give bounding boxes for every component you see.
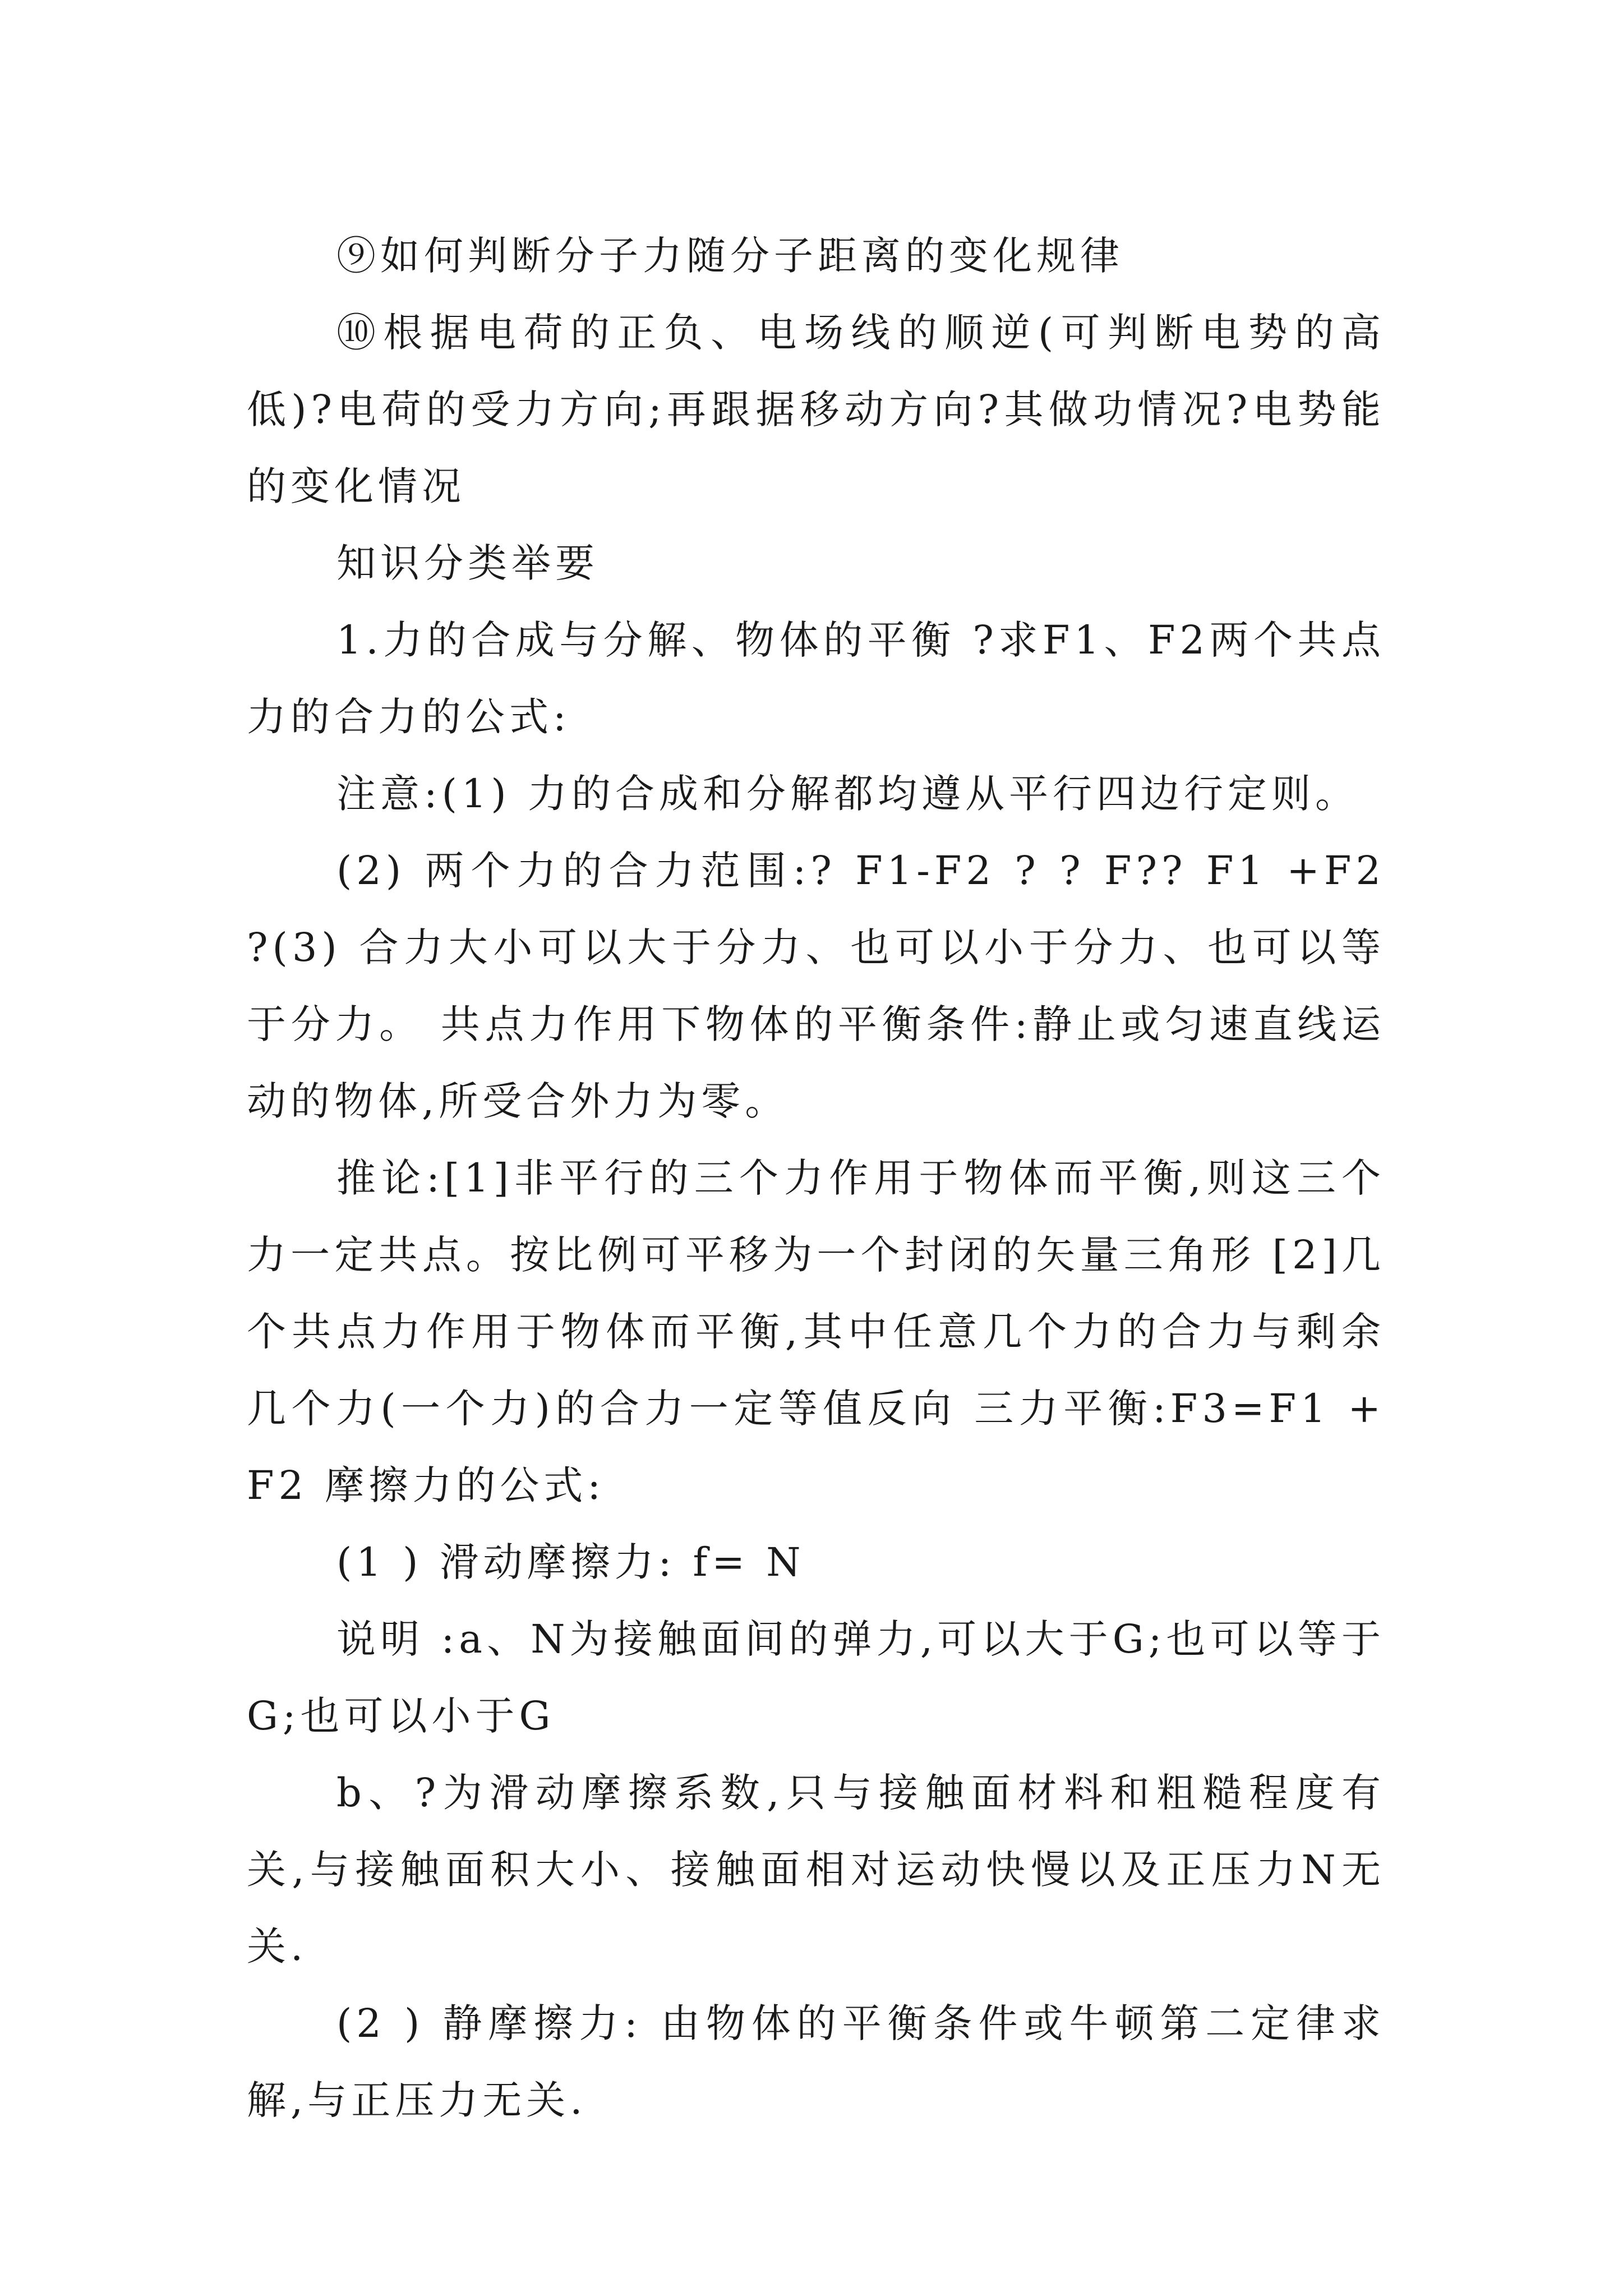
document-body xyxy=(247,218,1385,2139)
paragraph: (2 ) 静摩擦力: 由物体的平衡条件或牛顿第二定律求解,与正压力无关. xyxy=(247,2000,1385,2123)
paragraph: 1.力的合成与分解、物体的平衡 ?求F1、F2两个共点力的合力的公式: xyxy=(247,617,1385,740)
paragraph: b、?为滑动摩擦系数,只与接触面材料和粗糙程度有关,与接触面积大小、接触面相对运动快慢以及正压力N无关. xyxy=(247,1770,1385,1970)
paragraph: 推论:[1]非平行的三个力作用于物体而平衡,则这三个力一定共点。按比例可平移为一个封闭的矢量三角形 [2]几个共点力作用于物体而平衡,其中任意几个力的合力与剩余几个力(一个力)的合力一定等值反向 三力平衡:F3=F1 +F2 摩擦力的公式: xyxy=(247,1155,1385,1508)
paragraph: 注意:(1) 力的合成和分解都均遵从平行四边行定则。 xyxy=(336,771,1359,817)
paragraph: 说明 :a、N为接触面间的弹力,可以大于G;也可以等于G;也可以小于G xyxy=(247,1616,1385,1739)
paragraph: (2) 两个力的合力范围:? F1-F2 ? ? F?? F1 +F2 ?(3) 合力大小可以大于分力、也可以小于分力、也可以等于分力。 共点力作用下物体的平衡条件:静止或匀速直线运动的物体,所受合外力为零。 xyxy=(247,848,1385,1124)
section-heading: 知识分类举要 xyxy=(336,540,599,586)
paragraph: ⑩根据电荷的正负、电场线的顺逆(可判断电势的高低)?电荷的受力方向;再跟据移动方向?其做功情况?电势能的变化情况 xyxy=(247,310,1385,509)
paragraph: ⑨如何判断分子力随分子距离的变化规律 xyxy=(336,233,1124,279)
paragraph: (1 ) 滑动摩擦力: f= N xyxy=(336,1539,805,1585)
